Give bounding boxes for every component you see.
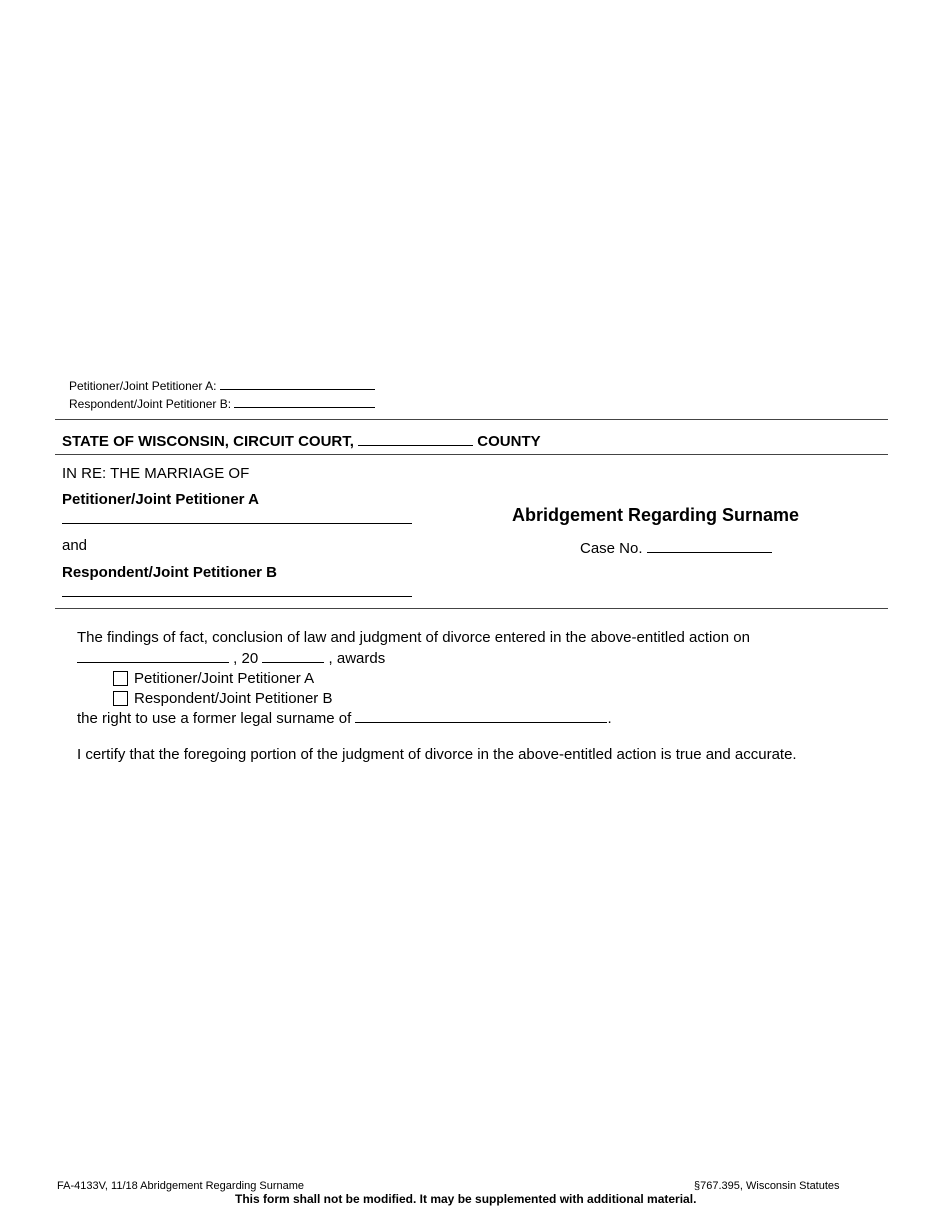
option-b-label: Respondent/Joint Petitioner B [134,690,333,707]
court-line [62,433,541,450]
date-input[interactable] [77,650,229,663]
case-no-label: Case No. [580,540,643,557]
respondent-b-label: Respondent/Joint Petitioner B: [69,397,232,411]
divider [55,454,888,455]
awards-label: , awards [328,650,386,667]
county-label: COUNTY [477,433,541,450]
statute-reference: §767.395, Wisconsin Statutes [694,1180,840,1192]
petitioner-a-label: Petitioner/Joint Petitioner A: [69,379,217,393]
and-label: and [62,537,88,554]
court-label: STATE OF WISCONSIN, CIRCUIT COURT, [62,433,354,450]
form-id: FA-4133V, 11/18 Abridgement Regarding Surname [57,1180,305,1192]
respondent-b-top-field [69,395,375,411]
party-b-input[interactable] [62,596,412,597]
party-b-label: Respondent/Joint Petitioner B [62,564,278,581]
modification-notice: This form shall not be modified. It may be supplemented with additional material. [235,1192,697,1206]
party-a-input[interactable] [62,523,412,524]
divider [55,608,888,609]
year-prefix: , 20 [233,650,259,667]
petitioner-a-top-field [69,377,375,393]
year-input[interactable] [262,650,324,663]
findings-text: The findings of fact, conclusion of law and judgment of divorce entered in the above-entitled action on [77,629,750,646]
party-a-label: Petitioner/Joint Petitioner A [62,491,259,508]
in-re-label: IN RE: THE MARRIAGE OF [62,465,250,482]
period: . [607,710,612,727]
surname-line [77,710,612,727]
petitioner-a-input[interactable] [220,377,375,390]
case-no-input[interactable] [647,540,772,553]
case-no-field [580,540,772,557]
certify-text: I certify that the foregoing portion of the judgment of divorce in the above-entitled action is true and accurate. [77,746,797,763]
option-b-checkbox[interactable] [113,691,128,706]
document-title: Abridgement Regarding Surname [512,505,800,525]
surname-input[interactable] [355,710,607,723]
date-line [77,650,385,667]
county-input[interactable] [358,433,473,446]
respondent-b-input[interactable] [234,395,375,408]
surname-label: the right to use a former legal surname of [77,710,352,727]
option-a-label: Petitioner/Joint Petitioner A [134,670,315,687]
option-a-checkbox[interactable] [113,671,128,686]
divider [55,419,888,420]
